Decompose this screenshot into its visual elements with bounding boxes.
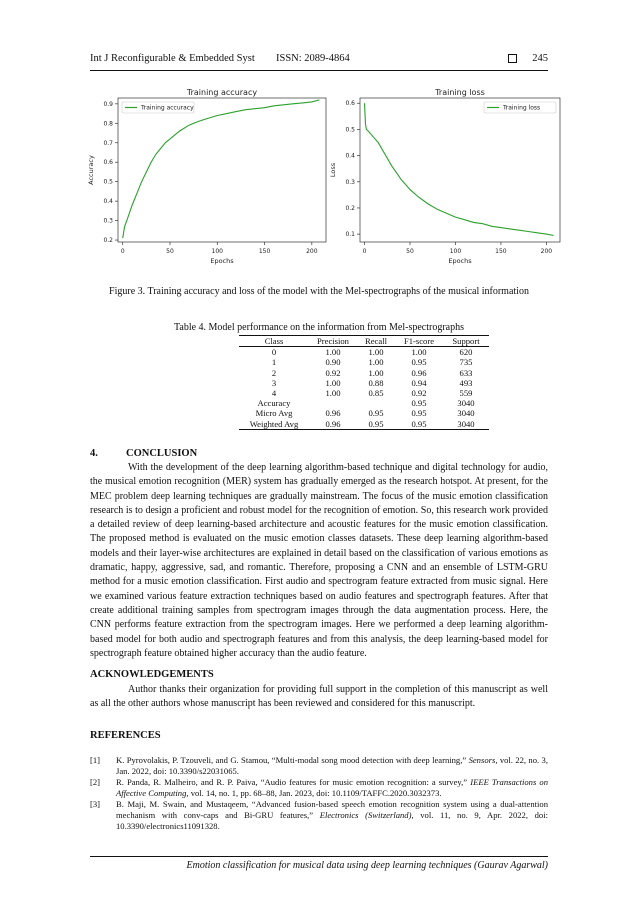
table-cell: 2 xyxy=(271,367,277,378)
journal-name: Int J Reconfigurable & Embedded Syst xyxy=(90,53,255,64)
table-cell: 1.00 xyxy=(325,388,341,399)
reference-venue: IEEE Transactions on Affective Computing xyxy=(116,777,548,798)
column-header: Precision xyxy=(317,336,349,346)
plot-frame xyxy=(118,98,326,242)
y-tick-label: 0.7 xyxy=(103,139,113,147)
table-cell: 0.95 xyxy=(411,357,427,368)
y-tick-label: 0.2 xyxy=(103,237,113,245)
table-cell: 559 xyxy=(459,388,473,399)
training-charts xyxy=(85,84,565,274)
table-row xyxy=(239,368,489,378)
section-number: 4. xyxy=(90,448,98,459)
footer-rule xyxy=(90,856,548,857)
y-tick-label: 0.1 xyxy=(345,231,355,239)
reference-venue: Electronics (Switzerland) xyxy=(319,809,412,820)
running-footer: Emotion classification for musical data using deep learning techniques (Gaurav Agarwal) xyxy=(186,860,548,871)
table-cell xyxy=(357,398,395,408)
x-tick-label: 50 xyxy=(406,248,414,255)
acknowledgements-heading: ACKNOWLEDGEMENTS xyxy=(90,669,214,680)
y-axis-label: Accuracy xyxy=(87,155,95,185)
y-tick-label: 0.5 xyxy=(345,126,355,134)
performance-table xyxy=(239,335,489,430)
table-cell: 0.95 xyxy=(368,418,384,429)
table-cell: 0.96 xyxy=(325,408,341,419)
x-axis-label: Epochs xyxy=(448,257,472,265)
table-cell: 493 xyxy=(459,377,473,388)
series-line xyxy=(123,100,320,238)
column-header: Class xyxy=(264,336,284,346)
reference-item xyxy=(90,799,548,831)
table-row xyxy=(239,398,489,408)
x-tick-label: 50 xyxy=(166,248,174,255)
legend-label: Training loss xyxy=(503,104,541,112)
y-axis-label: Loss xyxy=(329,162,337,178)
table-row xyxy=(239,419,489,430)
x-tick-label: 150 xyxy=(495,248,507,255)
x-tick-label: 100 xyxy=(211,248,223,255)
table-cell: 1.00 xyxy=(411,347,427,358)
conclusion-heading xyxy=(90,448,197,459)
table-row xyxy=(239,378,489,388)
x-tick-label: 0 xyxy=(362,248,367,255)
table-cell: 0 xyxy=(271,347,277,358)
header-rule xyxy=(90,70,548,71)
table-row xyxy=(239,357,489,367)
table-cell: 1.00 xyxy=(325,347,341,358)
chart-title: Training accuracy xyxy=(186,88,258,97)
x-tick-label: 0 xyxy=(120,248,125,255)
table-row xyxy=(239,347,489,358)
table-header-row xyxy=(239,336,489,347)
x-axis-label: Epochs xyxy=(210,257,234,265)
table-cell: 1.00 xyxy=(368,357,384,368)
y-tick-label: 0.5 xyxy=(103,178,113,186)
reference-details: , vol. 14, no. 1, pp. 68–88, Jan. 2023, doi: 10.1109/TAFFC.2020.3032373. xyxy=(186,787,442,798)
table-cell: Accuracy xyxy=(257,398,291,409)
table-cell: 3040 xyxy=(457,398,475,409)
reference-item xyxy=(90,755,548,776)
x-tick-label: 100 xyxy=(449,248,462,255)
square-icon xyxy=(508,54,517,63)
y-tick-label: 0.2 xyxy=(345,204,355,212)
table-cell: 0.85 xyxy=(368,388,384,399)
y-tick-label: 0.4 xyxy=(103,198,113,206)
table-cell: 3040 xyxy=(457,418,475,429)
chart-title: Training loss xyxy=(435,88,485,97)
acknowledgements-text: Author thanks their organization for providing full support in the completion of this manuscript as well as all the other authors whose manuscript has been reviewed and considered for this manuscript. xyxy=(90,684,548,710)
y-tick-label: 0.6 xyxy=(345,100,355,108)
y-tick-label: 0.9 xyxy=(103,100,113,108)
reference-number: [2] xyxy=(90,777,101,788)
table-cell: 0.95 xyxy=(411,408,427,419)
table-cell: 620 xyxy=(459,347,473,358)
issn: ISSN: 2089-4864 xyxy=(276,53,350,64)
table-cell: 1 xyxy=(271,357,277,368)
legend-label: Training accuracy xyxy=(141,104,194,112)
table-cell: 0.92 xyxy=(325,367,341,378)
reference-number: [3] xyxy=(90,799,101,810)
reference-authors-title: K. Pyrovolakis, P. Tzouveli, and G. Stamou, “Multi-modal song mood detection with deep learning,” xyxy=(116,755,469,765)
reference-details: , vol. 11, no. 9, Apr. 2022, doi: 10.3390/electronics11091328. xyxy=(116,809,549,831)
column-header: F1-score xyxy=(403,336,435,346)
column-header: Support xyxy=(452,336,480,346)
table-cell: 1.00 xyxy=(368,347,384,358)
y-tick-label: 0.6 xyxy=(103,159,113,167)
figure-caption: Figure 3. Training accuracy and loss of the model with the Mel-spectrographs of the musical information xyxy=(109,286,529,297)
column-header: Recall xyxy=(365,336,387,346)
reference-venue: Sensors xyxy=(468,755,496,765)
series-line xyxy=(365,103,554,235)
table-cell: 0.92 xyxy=(411,388,427,399)
table-cell: 0.94 xyxy=(411,377,427,388)
x-tick-label: 150 xyxy=(258,248,271,255)
x-tick-label: 200 xyxy=(540,248,553,255)
table-cell: 3040 xyxy=(457,408,475,419)
reference-number: [1] xyxy=(90,755,101,765)
reference-item xyxy=(90,777,548,798)
table-cell: 3 xyxy=(271,377,277,388)
y-tick-label: 0.4 xyxy=(345,152,355,160)
table-cell: 1.00 xyxy=(325,377,341,388)
conclusion-text: With the development of the deep learning algorithm-based technique and digital technology for audio, the musical emotion recognition (MER) system has gradually emerged as the research hotspot. At present, for the MEC problem deep learning techniques are gradually mainstream. The focus of the music emotion classification research is to design a proficient and robust model for the recognition of emotion. So, this research work provided a detailed review of deep learning-based architecture and acoustic features for the music emotion classification. The proposed method is evaluated on the music emotion classes datasets. These deep learning algorithm-based models and their layer-wise architectures are explained in detail based on the classification of various emotions as dramatic, happy, aggressive, sad, and romantic. Therefore, proposing a CNN and an ensemble of LSTM-GRU method for a music emotion classification. First audio and spectrogram feature extracted from music signal. Here we examined various feature extraction techniques based on audio features and spectrograph features. After that create additional training samples from spectrogram images through the data augmentation process. Here, the CNN performs feature extraction from the spectrogram images. Here we performed a deep learning algorithm-based model for both audio and spectrograph features and from this analysis, the deep learning-based model for spectrograph feature obtained higher accuracy than the audio feature. xyxy=(90,462,548,659)
table-cell xyxy=(309,398,357,408)
running-header xyxy=(90,53,548,69)
table-cell: 0.95 xyxy=(411,418,427,429)
y-tick-label: 0.3 xyxy=(345,178,355,186)
reference-details: , vol. 22, no. 3, Jan. 2022, doi: 10.3390/s22031065. xyxy=(116,755,548,776)
plot-frame xyxy=(360,98,560,242)
table-cell: 0.90 xyxy=(325,357,341,368)
table-cell: 0.95 xyxy=(368,408,384,419)
y-tick-label: 0.8 xyxy=(103,120,113,128)
table-cell: Weighted Avg xyxy=(249,418,299,429)
table-caption: Table 4. Model performance on the information from Mel-spectrographs xyxy=(173,322,465,333)
table-cell: 1.00 xyxy=(368,367,384,378)
table-cell: 735 xyxy=(459,357,473,368)
table-cell: 633 xyxy=(459,367,473,378)
table-cell: 0.95 xyxy=(411,398,427,409)
x-tick-label: 200 xyxy=(306,248,318,255)
page-number: 245 xyxy=(532,53,548,64)
table-row xyxy=(239,388,489,398)
table-cell: 0.96 xyxy=(411,367,427,378)
table-cell: 4 xyxy=(271,388,277,399)
reference-list xyxy=(90,755,548,832)
section-title: CONCLUSION xyxy=(126,448,198,459)
table-cell: Micro Avg xyxy=(255,408,293,419)
table-row xyxy=(239,408,489,418)
reference-authors-title: R. Panda, R. Malheiro, and R. P. Paiva, “Audio features for music emotion recognition: a survey,” xyxy=(116,777,471,788)
y-tick-label: 0.3 xyxy=(103,217,113,225)
table-cell: 0.88 xyxy=(368,377,384,388)
reference-authors-title: B. Maji, M. Swain, and Mustaqeem, “Advanced fusion-based speech emotion recognition system using a dual-attention mechanism with conv-caps and Bi-GRU features,” xyxy=(116,799,548,820)
table-cell: 0.96 xyxy=(325,418,341,429)
references-heading: REFERENCES xyxy=(90,730,161,741)
